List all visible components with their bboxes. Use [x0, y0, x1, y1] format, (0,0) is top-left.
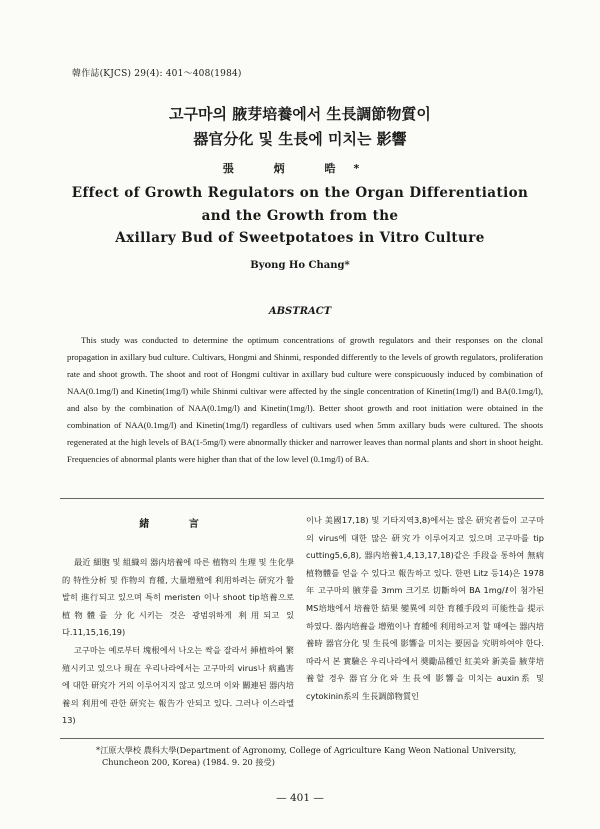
abstract-text: This study was conducted to determine the optimum concentrations of growth regulators and their responses on the clonal propagation in axillary bud culture. Cultivars, Hongmi and Shinmi, responded differently to the levels of growth regulators, proliferation rate and shoot growth. The shoot and root of Hongmi cultivar in axillary bud culture were conspicuously induced by combination of NAA(0.1mg/l) and Kinetin(1mg/l) while Shinmi cultivar were affected by the single concentration of Kinetin(1mg/l) and BA(0.1mg/l), and also by the combination of NAA(0.1mg/l) and Kinetin(1mg/l). Better shoot growth and root initiation were obtained in the combination of NAA(0.1mg/l) and Kinetin(1mg/l) regardless of cultivars used when 5mm axillary buds were cultured. The shoots regenerated at the high levels of BA(1-5mg/l) were abnormally thicker and narrower leaves than normal plants and short in shoot height. Frequencies of abnormal plants were higher than that of the low level (0.1mg/l) of BA.	[67, 335, 543, 464]
footnote-line-1: *江原大學校 農科大學(Department of Agronomy, College of Agriculture Kang Weon National University,	[96, 745, 517, 755]
left-column	[62, 512, 294, 730]
abstract-body	[67, 332, 543, 468]
intro-paragraph-1: 最近 細胞 및 組織의 器内培養에 따른 植物의 生理 및 生化學的 特性分析 및 作物의 育種, 大量增殖에 利用하려는 研究가 활발히 進行되고 있으며 특히 meristen 이나 shoot tip培養으로 植物體를 分化시키는 것은 광범위하게 利用되고 있다.11,15,16,19)	[62, 557, 294, 638]
footnote-divider	[60, 738, 544, 739]
english-title-line-3: Axillary Bud of Sweetpotatoes in Vitro Culture	[115, 230, 485, 246]
korean-title-line-2: 器官分化 및 生長에 미치는 影響	[193, 130, 407, 148]
footnote-line-2: Chuncheon 200, Korea) (1984. 9. 20 接受)	[102, 757, 275, 767]
korean-author: 張 炳 晧*	[222, 162, 378, 175]
intro-paragraph-2: 고구마는 예로부터 塊根에서 나오는 싹을 잘라서 挿植하여 繁殖시키고 있으나 現在 우리나라에서는 고구마의 virus나 病蟲害에 대한 研究가 거의 이루어지지 않고 있으며 이와 關連된 器内培養의 利用에 관한 研究는 報告가 안되고 있다. 그러나 이스라엘13)	[62, 644, 294, 726]
english-author: Byong Ho Chang*	[250, 260, 350, 271]
right-column	[306, 512, 544, 706]
page-number: — 401 —	[276, 792, 324, 804]
korean-title-line-1: 고구마의 腋芽培養에서 生長調節物質이	[169, 105, 431, 123]
introduction-heading: 緒 言	[139, 519, 217, 530]
section-divider	[60, 498, 544, 499]
journal-reference: 韓作誌(KJCS) 29(4): 401～408(1984)	[72, 69, 242, 79]
english-title-line-1: Effect of Growth Regulators on the Organ Differentiation	[71, 185, 529, 201]
footnote	[96, 744, 556, 768]
intro-paragraph-3: 이나 美國17,18) 및 기타지역3,8)에서는 많은 研究者들이 고구마의 virus에 대한 많은 研究가 이루어지고 있으며 고구마를 tip cutting5,6,8), 器内培養1,4,13,17,18)같은 手段을 통하여 無病植物體를 얻을 수 있다고 報告하고 있다. 한편 Litz 등14)은 1978年 고구마의 腋芽를 3mm 크기로 切斷하여 BA 1mg/ℓ이 첨가된 MS培地에서 培養한 結果 變異에 의한 育種手段의 可能性을 提示하였다. 器内培養을 增殖이나 育種에 利用하고저 할 때에는 器内培養時 器官分化 및 生長에 影響을 미치는 要因을 究明하여야 한다. 따라서 본 實驗은 우리나라에서 奬勵品種인 紅美와 新美를 腋芽培養할 경우 器官分化와 生長에 影響을 미치는 auxin系 및 cytokinin系의 生長調節物質인	[306, 515, 544, 701]
abstract-heading: ABSTRACT	[268, 306, 332, 317]
english-title-line-2: and the Growth from the	[201, 208, 399, 224]
